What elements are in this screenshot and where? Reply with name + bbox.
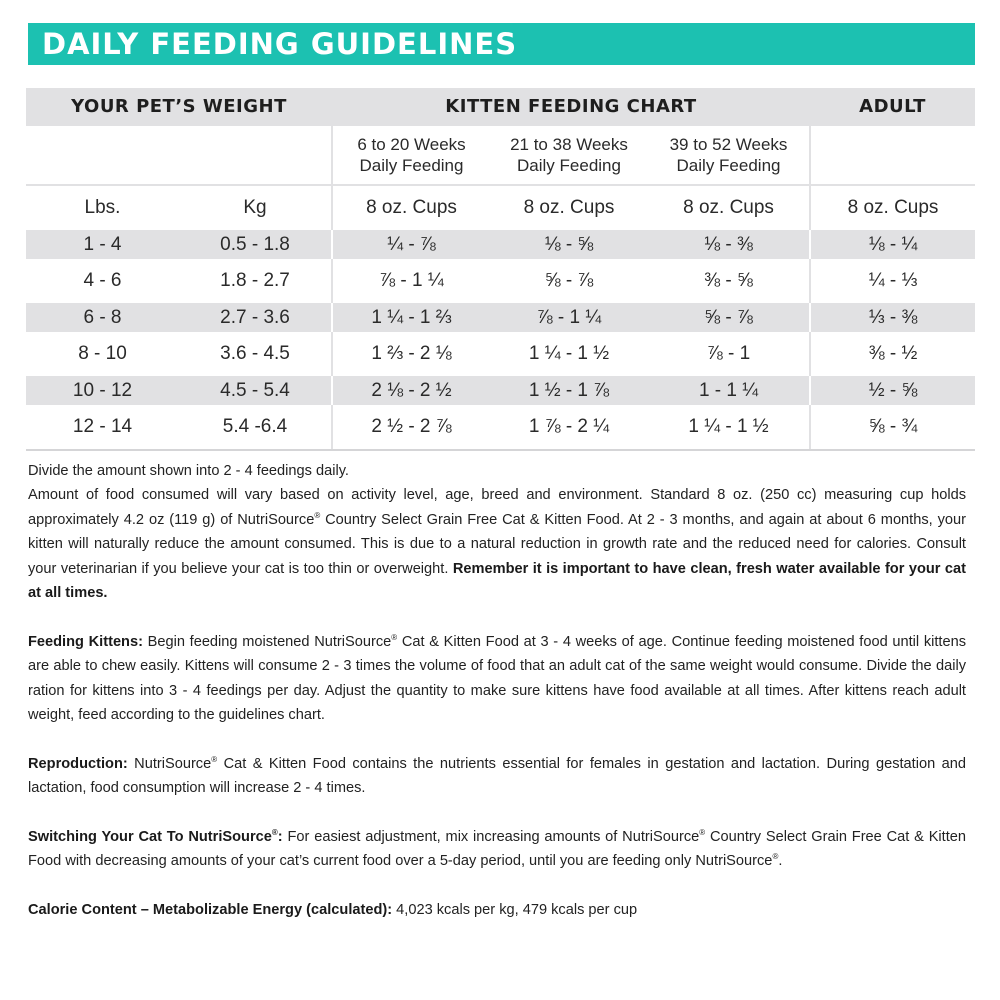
weight-group-header: YOUR PET’S WEIGHT	[26, 88, 332, 125]
unit-header-cell: 8 oz. Cups	[683, 197, 774, 218]
registered-mark: ®	[314, 510, 321, 520]
unit-header-cell: 8 oz. Cups	[523, 197, 615, 218]
table-cell: 6 - 8	[26, 303, 179, 332]
notes-text: Begin feeding moistened NutriSource	[142, 633, 392, 650]
table-cell: ⅝ - ¾	[810, 405, 975, 450]
notes-text: Country Select Grain Free Cat & Kitten Food with decreasing amounts of your cat’s current food over a 5-day period, until you are feeding only NutriSource	[28, 829, 967, 870]
table-cell: 1 ¼ - 1 ½	[648, 405, 810, 450]
table-cell: 1 - 4	[26, 230, 179, 259]
stage-header-line: 6 to 20 Weeks	[357, 135, 466, 154]
stage-header-cell	[332, 125, 490, 185]
table-cell: ⅛ - ⅝	[490, 230, 648, 259]
unit-header-row	[26, 185, 975, 230]
table-cell: 2 ⅛ - 2 ½	[332, 376, 490, 405]
adult-group-header: ADULT	[810, 88, 975, 125]
unit-header-cell: 8 oz. Cups	[332, 185, 490, 230]
calorie-value: 4,023 kcals per kg, 479 kcals per cup	[392, 902, 638, 919]
stage-header-line: 39 to 52 Weeks	[669, 135, 788, 154]
table-row	[26, 259, 975, 303]
notes-text: .	[778, 853, 783, 870]
adult-stage-blank	[810, 125, 975, 185]
table-cell: 12 - 14	[26, 405, 179, 450]
table-cell: 1.8 - 2.7	[179, 259, 332, 303]
table-cell: ⅝ - ⅞	[490, 259, 648, 303]
table-cell: 1 ⅞ - 2 ¼	[490, 405, 648, 450]
notes-divide-text: Divide the amount shown into 2 - 4 feedings daily.	[28, 463, 349, 479]
kitten-group-header: KITTEN FEEDING CHART	[332, 88, 810, 125]
table-cell: ⅓ - ⅜	[810, 303, 975, 332]
table-cell: ⅞ - 1	[648, 332, 810, 376]
registered-mark: ®	[271, 828, 278, 838]
reproduction-paragraph	[28, 752, 966, 801]
paragraph-label	[28, 829, 283, 845]
table-cell: 2 ½ - 2 ⅞	[332, 405, 490, 450]
table-cell: 4 - 6	[26, 259, 179, 303]
stage-header-line: Daily Feeding	[517, 156, 621, 175]
stage-header-line: Daily Feeding	[676, 156, 781, 175]
registered-mark: ®	[211, 754, 218, 764]
table-cell: 3.6 - 4.5	[179, 332, 332, 376]
chart-body	[26, 230, 975, 450]
table-row	[26, 332, 975, 376]
calorie-paragraph	[28, 898, 966, 922]
stage-header-line: Daily Feeding	[359, 156, 464, 175]
registered-mark: ®	[699, 828, 706, 838]
table-cell: 1 - 1 ¼	[648, 376, 810, 405]
table-cell: 1 ½ - 1 ⅞	[490, 376, 648, 405]
table-cell: ⅛ - ¼	[810, 230, 975, 259]
table-cell: ¼ - ⅓	[810, 259, 975, 303]
unit-header-cell: Kg	[243, 197, 267, 218]
stage-header-cell	[648, 125, 810, 185]
feeding-kittens-paragraph	[28, 630, 966, 728]
table-cell: 8 - 10	[26, 332, 179, 376]
table-row	[26, 376, 975, 405]
table-cell: ⅞ - 1 ¼	[490, 303, 648, 332]
table-cell: ⅜ - ⅝	[648, 259, 810, 303]
table-cell: 1 ⅔ - 2 ⅛	[332, 332, 490, 376]
table-cell: 1 ¼ - 1 ½	[490, 332, 648, 376]
table-cell: 10 - 12	[26, 376, 179, 405]
header-banner	[28, 23, 975, 65]
feeding-chart-table	[26, 88, 975, 451]
registered-mark: ®	[772, 852, 779, 862]
table-cell: 1 ¼ - 1 ⅔	[332, 303, 490, 332]
notes-amount-paragraph	[28, 483, 966, 605]
water-reminder: Remember it is important to have clean, fresh water available for your cat at all times.	[28, 560, 966, 602]
table-cell: 2.7 - 3.6	[179, 303, 332, 332]
paragraph-label: Calorie Content – Metabolizable Energy (calculated):	[28, 902, 393, 919]
table-cell: ¼ - ⅞	[332, 230, 490, 259]
group-header-row	[26, 88, 975, 125]
unit-header-cell: 8 oz. Cups	[810, 185, 975, 230]
notes-text: Cat & Kitten Food at 3 - 4 weeks of age. Continue feeding moistened food until kittens are able to chew easily. Kittens will consume 2 - 3 times the volume of food that an adult cat of the same weight would consume. Divide the daily ration for kittens into 3 - 4 feedings per day. Adjust the quantity to make sure kittens have food available at all times. After kittens reach adult weight, feed according to the guidelines chart.	[28, 633, 967, 724]
notes-text: NutriSource	[127, 755, 212, 772]
table-row	[26, 303, 975, 332]
feeding-notes	[28, 459, 966, 923]
table-cell: ⅝ - ⅞	[648, 303, 810, 332]
table-row	[26, 405, 975, 450]
notes-text: Amount of food consumed will vary based on activity level, age, breed and environment. Standard 8 oz. (250 cc) measuring cup holds approximately 4.2 oz (119 g) of NutriSource	[28, 487, 966, 528]
stage-header-cell	[490, 125, 648, 185]
table-cell: ½ - ⅝	[810, 376, 975, 405]
stage-header-line: 21 to 38 Weeks	[510, 135, 628, 154]
table-cell: 0.5 - 1.8	[179, 230, 332, 259]
unit-header-cell: Lbs.	[84, 197, 121, 218]
paragraph-label: Reproduction:	[28, 755, 128, 772]
registered-mark: ®	[391, 632, 398, 642]
table-cell: ⅜ - ½	[810, 332, 975, 376]
table-cell: 4.5 - 5.4	[179, 376, 332, 405]
notes-text: Country Select Grain Free Cat & Kitten Food. At 2 - 3 months, and again at about 6 months, your kitten will naturally reduce the amount consumed. This is due to a natural reduction in growth rate and the reduced need for calories. Consult your veterinarian if you believe your cat is too thin or overweight.	[28, 511, 966, 577]
notes-text: Cat & Kitten Food contains the nutrients essential for females in gestation and lactation. During gestation and lactation, food consumption will increase 2 - 4 times.	[28, 755, 966, 797]
switching-paragraph	[28, 825, 966, 874]
label-colon: :	[277, 829, 283, 846]
page-title: DAILY FEEDING GUIDELINES	[42, 27, 518, 61]
label-text: Switching Your Cat To NutriSource	[28, 829, 272, 846]
stage-header-row	[26, 125, 975, 185]
notes-text: For easiest adjustment, mix increasing amounts of NutriSource	[282, 829, 700, 846]
table-cell: 5.4 -6.4	[179, 405, 332, 450]
table-cell: ⅞ - 1 ¼	[332, 259, 490, 303]
weight-stage-blank	[26, 125, 332, 185]
paragraph-label: Feeding Kittens:	[28, 633, 143, 650]
table-row	[26, 230, 975, 259]
table-cell: ⅛ - ⅜	[648, 230, 810, 259]
